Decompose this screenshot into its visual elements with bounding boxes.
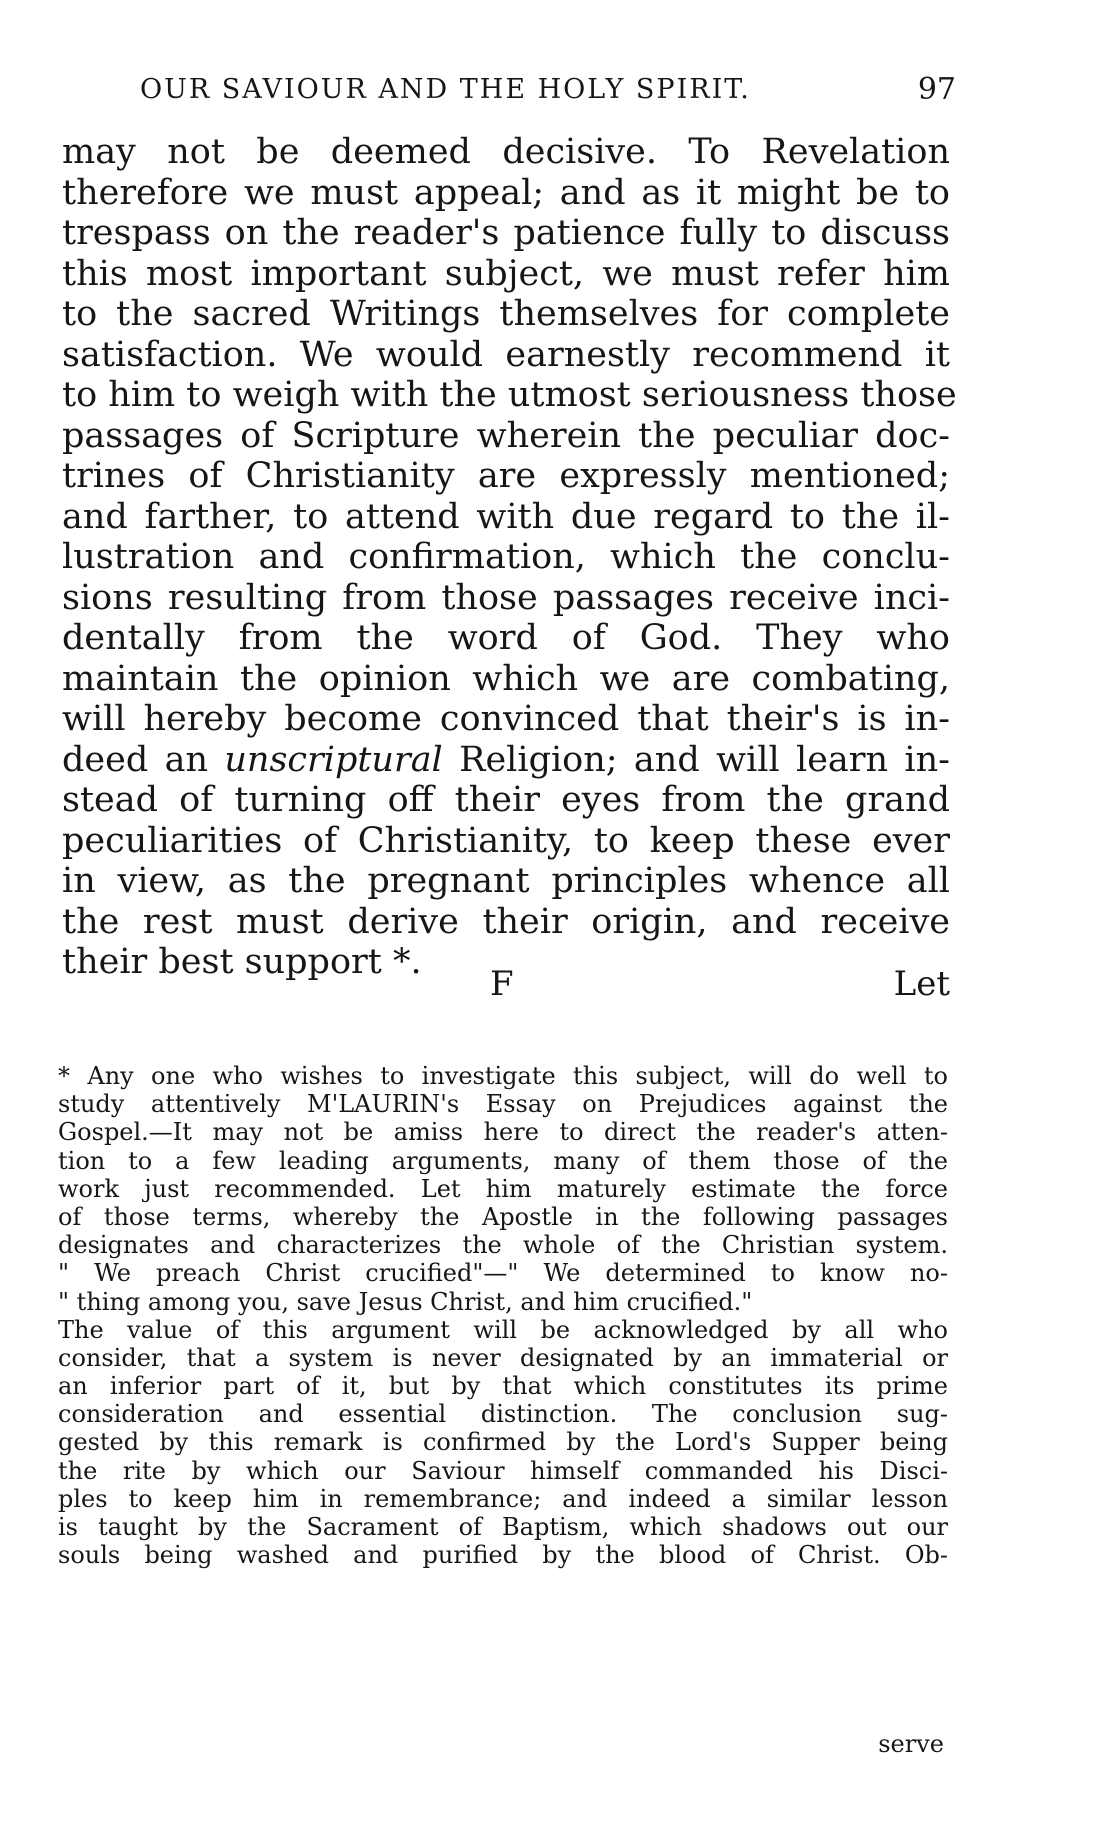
footnote-line: consideration and essential distinction. The conclusion sug- [58,1400,948,1429]
text-line: in view, as the pregnant principles whence all [62,861,950,901]
text-line: will hereby become convinced that their's is in- [62,699,950,739]
text-line: trines of Christianity are expressly mentioned; [62,456,950,496]
text-line: sions resulting from those passages receive inci- [62,577,950,618]
footnote-line: of those terms, whereby the Apostle in the following passages [58,1202,948,1231]
text-line: peculiarities of Christianity, to keep these ever [62,820,950,861]
footnote-line: The value of this argument will be acknowledged by all who [58,1315,948,1344]
catchword: Let [893,964,950,1004]
footnote-line: consider, that a system is never designated by an immaterial or [58,1343,948,1372]
text-line: therefore we must appeal; and as it might be to [62,172,950,213]
text-line: the rest must derive their origin, and receive [62,901,950,942]
running-head [140,70,960,114]
footnote-line: souls being washed and purified by the blood of Christ. Ob- [58,1541,948,1570]
footnote-line: gested by this remark is confirmed by the Lord's Supper being [58,1428,948,1457]
signature-line [62,964,950,1010]
text-line: stead of turning off their eyes from the grand [62,780,950,820]
footnote-catchword: serve [878,1730,944,1758]
footnote-line: " We preach Christ crucified"—" We determined to know no- [58,1259,948,1288]
body-text [62,132,957,983]
text-line: and farther, to attend with due regard to the il- [62,496,950,537]
footnote-line: is taught by the Sacrament of Baptism, which shadows out our [58,1513,948,1541]
text-segment: Religion; and will learn in- [442,739,950,780]
text-line: passages of Scripture wherein the peculiar doc- [62,415,950,456]
italic-word: unscriptural [224,739,443,780]
text-line: their best support *. [62,942,422,982]
footnote-line: tion to a few leading arguments, many of them those of the [58,1146,948,1175]
text-line: to him to weigh with the utmost seriousness those [62,375,957,415]
footnote-line: " thing among you, save Jesus Christ, and him crucified." [58,1287,753,1316]
footnote-line: an inferior part of it, but by that which constitutes its prime [58,1372,948,1401]
signature-mark: F [490,964,514,1004]
footnote-line: work just recommended. Let him maturely estimate the force [58,1174,948,1203]
footnote-line: the rite by which our Saviour himself commanded his Disci- [58,1456,948,1485]
footnote-line: study attentively M'LAURIN's Essay on Prejudices against the [58,1090,948,1119]
text-line: this most important subject, we must refer him [62,253,950,294]
page-number: 97 [917,72,956,107]
footnote [58,1062,948,1569]
text-line: may not be deemed decisive. To Revelation [62,132,950,172]
text-line: maintain the opinion which we are combating, [62,658,950,699]
footnote-line: ples to keep him in remembrance; and indeed a similar lesson [58,1484,948,1513]
running-title: OUR SAVIOUR AND THE HOLY SPIRIT. [140,74,751,105]
text-line-with-italic [62,740,950,781]
text-line: trespass on the reader's patience fully to discuss [62,213,950,253]
text-line: dentally from the word of God. They who [62,618,950,658]
text-line: lustration and confirmation, which the conclu- [62,537,950,577]
text-line: satisfaction. We would earnestly recommend it [62,334,950,375]
footnote-line: designates and characterizes the whole of the Christian system. [58,1231,948,1260]
text-line: to the sacred Writings themselves for complete [62,294,950,334]
footnote-line: * Any one who wishes to investigate this subject, will do well to [58,1062,948,1090]
text-segment: deed an [62,739,225,780]
footnote-line: Gospel.—It may not be amiss here to direct the reader's atten- [58,1118,948,1147]
